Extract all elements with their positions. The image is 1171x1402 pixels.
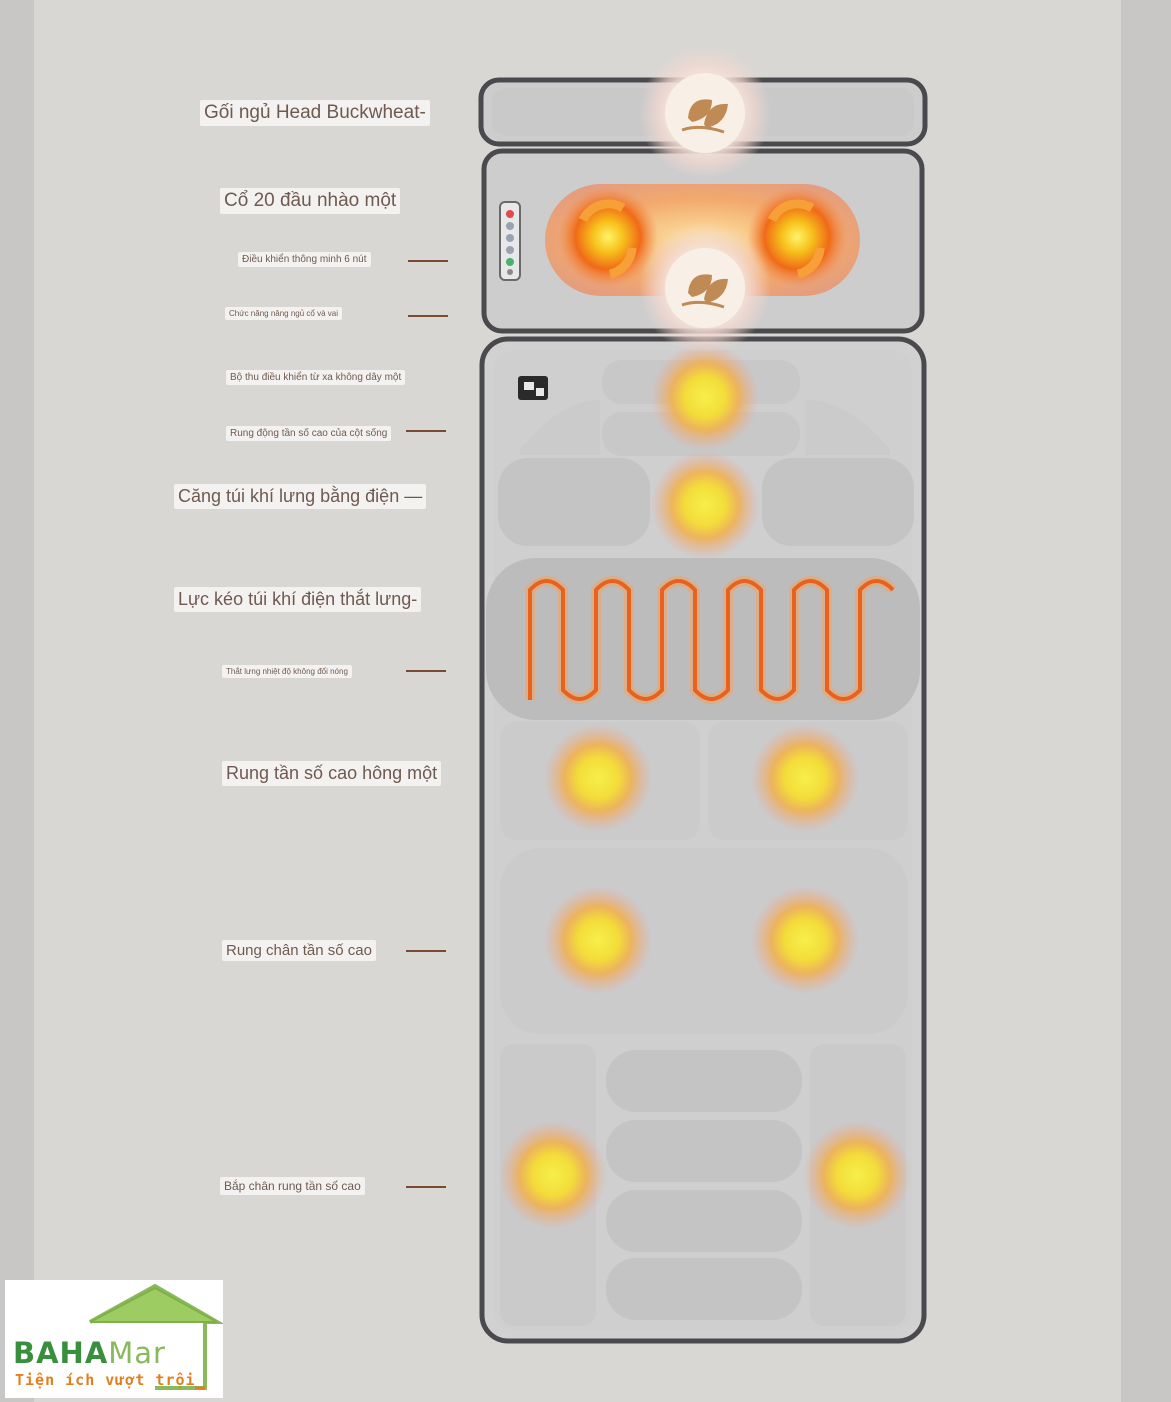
vibration-spine-lower xyxy=(651,451,759,559)
label-pillow: Gối ngủ Head Buckwheat- xyxy=(200,100,430,126)
label-receiver: Bộ thu điều khiển từ xa không dây một xyxy=(226,370,405,385)
vibration-calf-left xyxy=(499,1121,607,1229)
leader-line xyxy=(406,1186,446,1188)
vibration-hip-right xyxy=(751,724,859,832)
label-smart-control: Điều khiển thông minh 6 nút xyxy=(238,252,371,267)
vibration-leg-left xyxy=(544,886,652,994)
back-airbag-right xyxy=(762,458,914,546)
vibration-hip-left xyxy=(544,724,652,832)
leader-line xyxy=(406,430,446,432)
brand-tagline: Tiện ích vượt trội xyxy=(15,1371,196,1389)
label-back-airbag: Căng túi khí lưng bằng điện — xyxy=(174,484,426,509)
vibration-leg-right xyxy=(751,886,859,994)
leader-line xyxy=(406,670,446,672)
label-hip: Rung tần số cao hông một xyxy=(222,761,441,786)
label-spine: Rung động tần số cao của cột sống xyxy=(226,426,391,441)
leader-line xyxy=(406,950,446,952)
brand-name: BAHAMar xyxy=(13,1336,166,1370)
vibration-spine-upper xyxy=(651,343,759,451)
label-waist-heat: Thắt lưng nhiệt độ không đổi nóng xyxy=(222,665,352,678)
label-neck: Cổ 20 đầu nhào một xyxy=(220,188,400,214)
label-4: Chức năng nâng ngủ cổ và vai xyxy=(225,307,342,320)
leader-line xyxy=(408,315,448,317)
label-calf: Bắp chân rung tần số cao xyxy=(220,1177,365,1195)
brand-logo xyxy=(5,1280,223,1398)
back-airbag-left xyxy=(498,458,650,546)
vibration-calf-right xyxy=(803,1121,911,1229)
label-waist-traction: Lực kéo túi khí điện thắt lưng- xyxy=(174,587,421,612)
label-leg: Rung chân tần số cao xyxy=(222,940,376,961)
leader-line xyxy=(408,260,448,262)
